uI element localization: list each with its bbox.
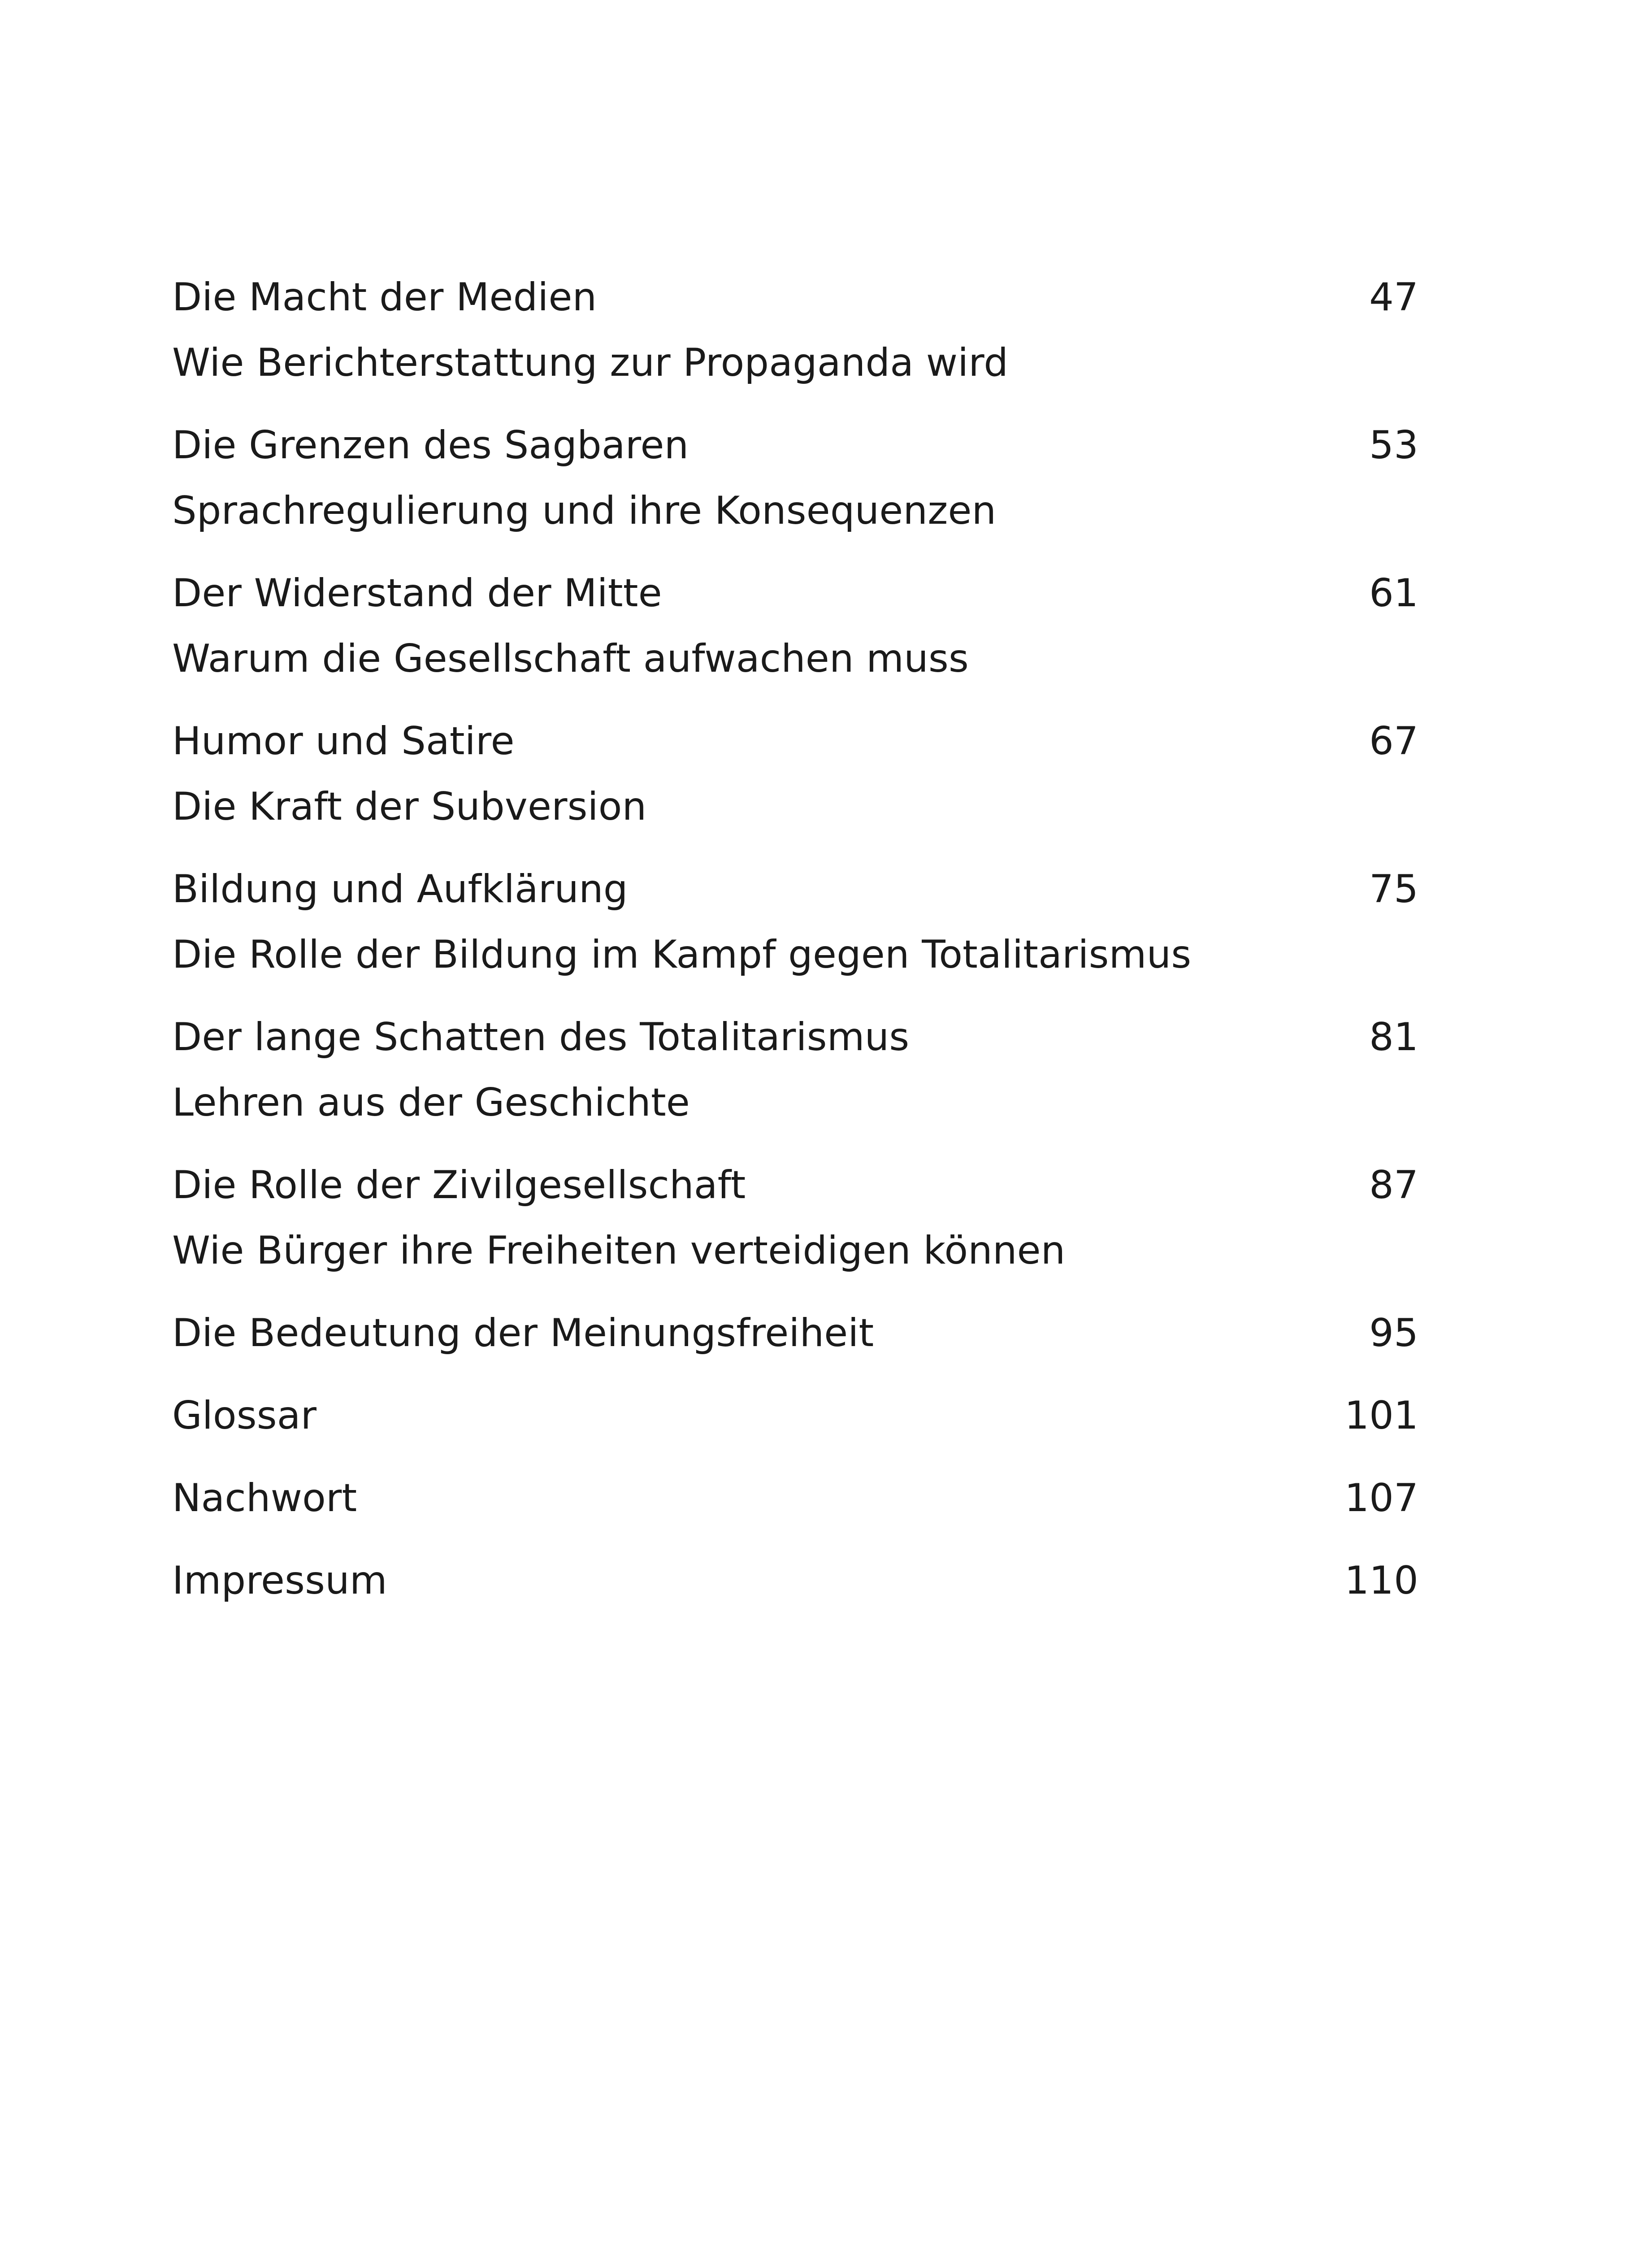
toc-entry-page-number: 81	[1369, 1015, 1418, 1060]
toc-entry-subheading	[172, 1218, 1418, 1283]
toc-entry-subtitle: Wie Bürger ihre Freiheiten verteidigen können	[172, 1228, 1066, 1273]
toc-entry-subheading	[172, 626, 1418, 691]
toc-entry-subheading	[172, 922, 1418, 987]
toc-entry-title: Glossar	[172, 1393, 317, 1438]
toc-entry	[172, 1383, 1418, 1448]
toc-entry-page-number: 87	[1369, 1163, 1418, 1208]
toc-entry	[172, 1548, 1418, 1613]
toc-entry	[172, 560, 1418, 691]
toc-entry-title: Impressum	[172, 1558, 387, 1603]
table-of-contents	[172, 265, 1418, 1630]
toc-entry-heading	[172, 1548, 1418, 1613]
toc-entry-title: Die Bedeutung der Meinungsfreiheit	[172, 1311, 874, 1356]
toc-entry	[172, 265, 1418, 395]
toc-entry	[172, 1004, 1418, 1135]
toc-entry-page-number: 53	[1369, 423, 1418, 468]
toc-entry-title: Humor und Satire	[172, 719, 515, 764]
toc-entry	[172, 1465, 1418, 1531]
toc-entry-title: Der lange Schatten des Totalitarismus	[172, 1015, 910, 1060]
toc-entry-heading	[172, 1465, 1418, 1531]
toc-entry-heading	[172, 708, 1418, 774]
toc-entry-subheading	[172, 1070, 1418, 1135]
toc-entry-page-number: 61	[1369, 571, 1418, 616]
toc-entry-title: Die Rolle der Zivilgesellschaft	[172, 1163, 746, 1208]
toc-entry-heading	[172, 1383, 1418, 1448]
toc-entry-subheading	[172, 478, 1418, 543]
toc-entry-page-number: 67	[1369, 719, 1418, 764]
toc-entry-heading	[172, 1152, 1418, 1218]
toc-entry-heading	[172, 265, 1418, 330]
toc-entry-page-number: 107	[1344, 1476, 1418, 1521]
toc-entry	[172, 856, 1418, 987]
toc-entry-subtitle: Sprachregulierung und ihre Konsequenzen	[172, 488, 997, 533]
toc-entry-page-number: 75	[1369, 867, 1418, 912]
toc-entry-heading	[172, 1300, 1418, 1366]
toc-entry-title: Der Widerstand der Mitte	[172, 571, 662, 616]
toc-entry-subtitle: Warum die Gesellschaft aufwachen muss	[172, 636, 969, 681]
toc-entry	[172, 1300, 1418, 1366]
toc-entry-page-number: 95	[1369, 1311, 1418, 1356]
toc-entry-page-number: 101	[1344, 1393, 1418, 1438]
toc-entry-title: Die Macht der Medien	[172, 275, 597, 320]
toc-entry-heading	[172, 413, 1418, 478]
toc-entry-heading	[172, 856, 1418, 922]
toc-entry-subtitle: Die Rolle der Bildung im Kampf gegen Totalitarismus	[172, 932, 1192, 977]
toc-entry-subtitle: Wie Berichterstattung zur Propaganda wird	[172, 340, 1009, 385]
toc-entry-subtitle: Die Kraft der Subversion	[172, 784, 647, 829]
toc-entry-title: Bildung und Aufklärung	[172, 867, 628, 912]
toc-entry-heading	[172, 560, 1418, 626]
toc-entry-heading	[172, 1004, 1418, 1070]
toc-entry	[172, 413, 1418, 543]
toc-entry-subheading	[172, 330, 1418, 395]
toc-entry	[172, 708, 1418, 839]
toc-entry-subtitle: Lehren aus der Geschichte	[172, 1080, 690, 1125]
toc-entry-subheading	[172, 774, 1418, 839]
toc-entry-page-number: 110	[1344, 1558, 1418, 1603]
toc-entry-title: Nachwort	[172, 1476, 357, 1521]
toc-entry	[172, 1152, 1418, 1283]
toc-entry-page-number: 47	[1369, 275, 1418, 320]
toc-entry-title: Die Grenzen des Sagbaren	[172, 423, 689, 468]
